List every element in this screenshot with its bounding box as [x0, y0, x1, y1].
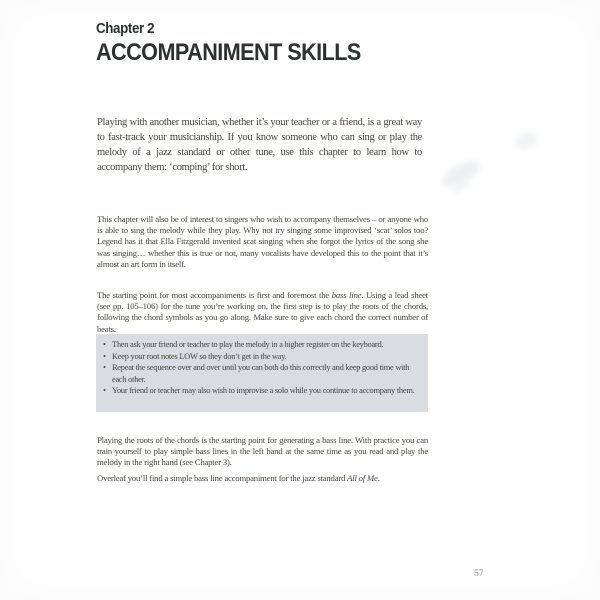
paragraph-text: The starting point for most accompaniments is first and foremost the: [97, 289, 332, 300]
tip-item: [103, 339, 423, 351]
paragraph-text: .: [377, 472, 380, 483]
paragraph-singers: This chapter will also be of interest to singers who wish to accompany themselves – or anyone who is able to sing the melody while they play. Why not try singing some improvised ‘scat’ solos too? Legend has it that Ella Fitzgerald invented scat singing when she forgot the lyrics of the song she was singing… whether this is true or not, many vocalists have developed this to the point that it’s almost an art form in itself.: [97, 213, 428, 269]
bullet-marker: •: [103, 351, 106, 361]
tip-item-text: Your friend or teacher may also wish to improvise a solo while you continue to accompany them.: [112, 386, 415, 396]
bullet-marker: •: [103, 386, 106, 396]
tip-item-text: Keep your root notes LOW so they don’t get in the way.: [112, 351, 287, 361]
tip-item-text: Then ask your friend or teacher to play the melody in a higher register on the keyboard.: [112, 340, 384, 349]
italic-term-all-of-me: All of Me: [347, 472, 378, 483]
page-number: 57: [474, 569, 484, 579]
paragraph-roots: Playing the roots of the chords is the starting point for generating a bass line. With practice you can train yourself to play simple bass lines in the left hand at the same time as you read and play the melody in the right hand (see Chapter 3).: [97, 434, 428, 468]
tip-list: [103, 339, 423, 397]
paragraph-intro: Playing with another musician, whether it’s your teacher or a friend, is a great way to fast-track your musicianship. If you know someone who can sing or play the melody of a jazz standard or other tune, use this chapter to learn how to accompany them: ‘comping’ for short.: [97, 116, 422, 174]
italic-term-bass-line: bass line: [331, 289, 362, 300]
paragraph-starting-point: [97, 290, 428, 335]
paragraph-text: . Using a lead sheet (see pp. 105–106) for the tune you’re working on, the first step is to play the roots of the chords, following the chord symbols as you go along. Make sure to give each chord the correct number of beats.: [97, 289, 428, 334]
bullet-marker: •: [103, 363, 106, 373]
tip-item: [103, 385, 423, 397]
tip-item-text: Repeat the sequence over and over until you can both do this correctly and keep good time with each other.: [112, 363, 410, 384]
page-title: ACCOMPANIMENT SKILLS: [96, 39, 361, 66]
chapter-label: Chapter 2: [96, 21, 155, 37]
paragraph-text: Overleaf you’ll find a simple bass line accompaniment for the jazz standard: [97, 472, 348, 483]
tip-box: [96, 334, 428, 412]
paragraph-overleaf: [97, 473, 428, 484]
tip-item: [103, 351, 423, 363]
tip-item: [103, 362, 423, 385]
photo-artifact: [512, 129, 540, 152]
bullet-marker: •: [103, 340, 106, 349]
